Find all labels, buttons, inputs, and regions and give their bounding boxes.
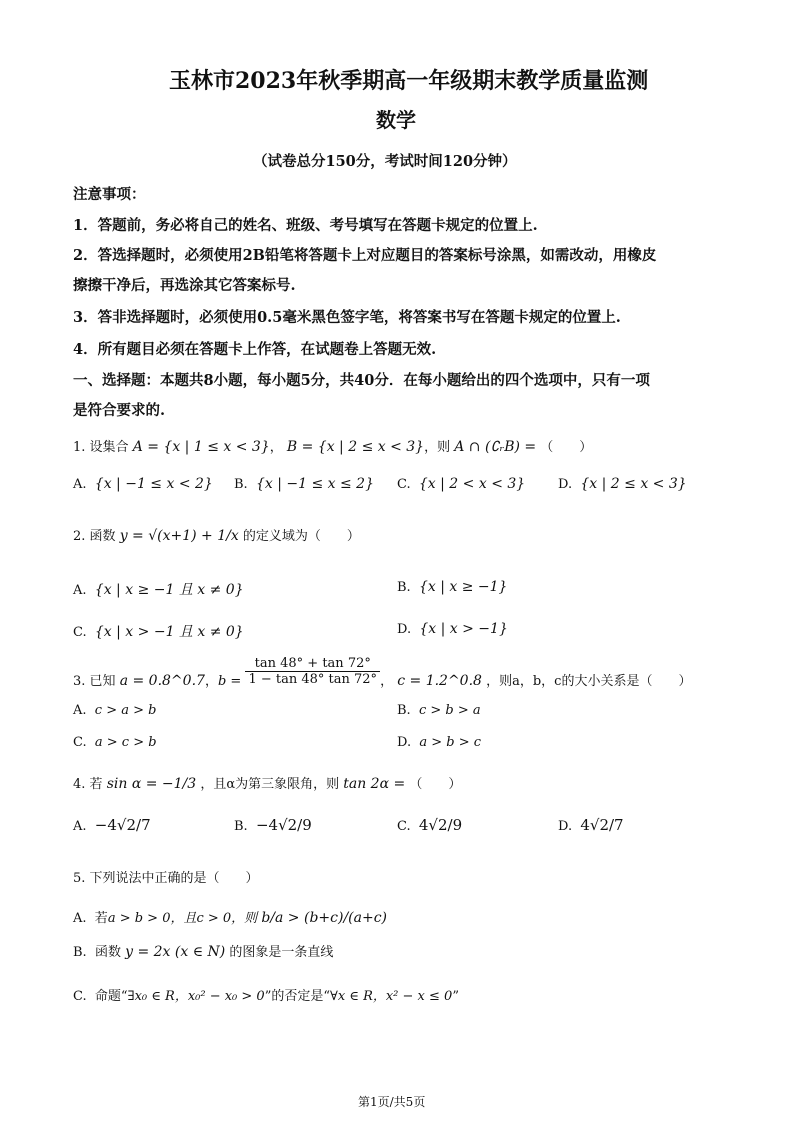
exam-title: 玉林市2023年秋季期高一年级期末教学质量监测 [169,68,649,94]
q1-expr: A ∩ (∁ᵣB) = [454,439,537,455]
q1-set-b: B = {x | 2 ≤ x < 3} [286,439,425,455]
q2-prefix: 2. 函数 [73,529,116,544]
notice-item: 擦擦干净后，再选涂其它答案标号. [73,277,296,294]
q1-then: ，则 [424,440,451,455]
q3-option-a: A. c > a > b [73,703,157,718]
q1-option-b: B. {x | −1 ≤ x ≤ 2} [234,476,374,492]
q3-b-denominator: 1 − tan 48° tan 72° [248,672,378,687]
q3-b-numerator: tan 48° + tan 72° [245,656,380,672]
question-3: 3. 已知 a = 0.8^0.7，b = $\frac{\tan 48^\circ + \tan 72^\circ}{1 - \tan 48^\circ \tan 72^\circ}$ ， c = 1.2^0.8 ，则a，b，c的大小关系是（ ） [73,656,692,689]
notice-item: 3．答非选择题时，必须使用0.5毫米黑色签字笔，将答案书写在答题卡规定的位置上. [73,309,621,326]
section-heading: 一、选择题：本题共8小题，每小题5分，共40分．在每小题给出的四个选项中，只有一项 [73,372,650,389]
q4-condition: sin α = −1/3 [106,776,197,792]
q4-target: tan 2α = [343,776,406,792]
q4-option-d: D. 4√2/7 [558,816,624,834]
q1-paren: （ ） [540,440,593,455]
q4-prefix: 4. 若 [73,777,103,792]
q3-option-b: B. c > b > a [397,703,481,718]
notice-item: 2．答选择题时，必须使用2B铅笔将答题卡上对应题目的答案标号涂黑，如需改动，用橡皮 [73,247,657,264]
q2-option-c: C. {x | x > −1 且 x ≠ 0} [73,624,244,640]
q1-option-a: A. {x | −1 ≤ x < 2} [73,476,213,492]
exam-note: （试卷总分150分，考试时间120分钟） [253,153,517,170]
notice-item: 4．所有题目必须在答题卡上作答，在试题卷上答题无效. [73,341,437,358]
q3-b-fraction [245,656,380,687]
q5-option-c: C. 命题“∃x₀ ∈ R，x₀² − x₀ > 0”的否定是“∀x ∈ R，x² − x ≤ 0” [73,989,459,1004]
q4-option-c: C. 4√2/9 [397,816,463,834]
q1-option-d: D. {x | 2 ≤ x < 3} [558,476,687,492]
q3-prefix: 3. 已知 [73,674,116,689]
section-heading-cont: 是符合要求的. [73,402,166,419]
question-5: 5. 下列说法中正确的是（ ） [73,871,259,886]
q5-option-a: A. 若a > b > 0，且c > 0，则 b/a > (b+c)/(a+c) [73,910,387,926]
q3-option-d: D. a > b > c [397,735,482,750]
q4-option-b: B. −4√2/9 [234,816,312,834]
q2-option-a: A. {x | x ≥ −1 且 x ≠ 0} [73,582,244,598]
q3-c: c = 1.2^0.8 [397,673,482,689]
q2-option-d: D. {x | x > −1} [397,621,508,637]
q3-suffix: ，则a，b，c的大小关系是（ ） [486,674,692,689]
q5-option-b: B. 函数 y = 2x (x ∈ N) 的图象是一条直线 [73,944,334,960]
q2-func: y = √(x+1) + 1/x [119,528,239,544]
notices-heading: 注意事项： [73,186,146,203]
question-1: 1. 设集合 A = {x | 1 ≤ x < 3}， B = {x | 2 ≤ x < 3}，则 A ∩ (∁ᵣB) = （ ） [73,439,593,455]
q3-option-c: C. a > c > b [73,735,157,750]
q3-a: a = 0.8^0.7 [119,673,205,689]
q2-suffix: 的定义域为（ ） [242,529,360,544]
subject-title: 数学 [376,108,416,132]
question-2 [73,525,360,544]
q4-paren: （ ） [409,777,462,792]
q2-option-b: B. {x | x ≥ −1} [397,579,508,595]
notice-item: 1．答题前，务必将自己的姓名、班级、考号填写在答题卡规定的位置上. [73,217,538,234]
q1-option-c: C. {x | 2 < x < 3} [397,476,526,492]
question-4 [73,773,461,792]
q4-middle: ，且α为第三象限角，则 [200,777,340,792]
q1-prefix: 1. 设集合 [73,440,129,455]
q4-option-a: A. −4√2/7 [73,816,151,834]
q1-set-a: A = {x | 1 ≤ x < 3} [132,439,270,455]
page-number: 第1页/共5页 [358,1095,426,1109]
